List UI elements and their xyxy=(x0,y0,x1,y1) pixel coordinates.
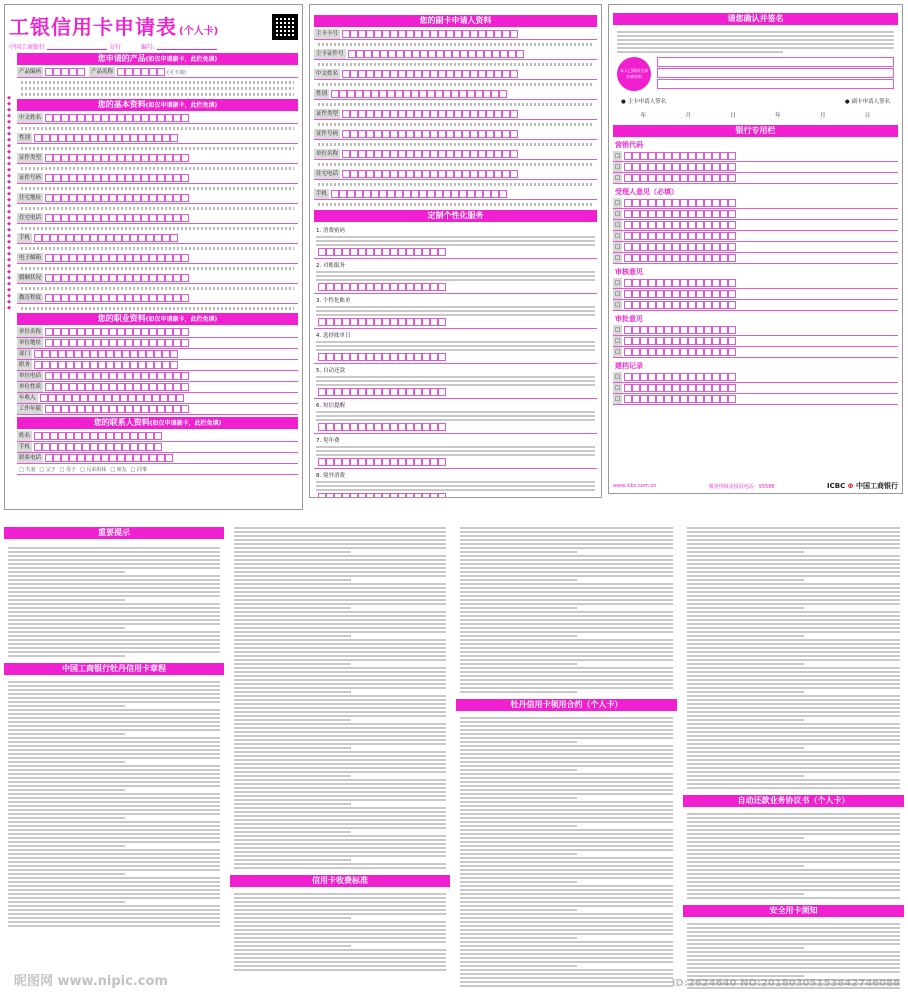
info-field-1[interactable] xyxy=(17,133,298,144)
bank-section-title-3: 审批意见 xyxy=(615,315,643,323)
watermark-left: 昵图网 www.nipic.com xyxy=(14,974,168,989)
bank-use-bar: 银行专用栏 xyxy=(613,125,898,137)
info-field-5[interactable] xyxy=(17,213,298,224)
info-field-3[interactable] xyxy=(17,173,298,184)
card-contract-bar: 牡丹信用卡领用合约（个人卡） xyxy=(456,699,677,711)
bank-section-1-row-5-label: □ xyxy=(615,255,621,261)
bank-section-3-row-2[interactable] xyxy=(613,347,898,358)
relationship-option-0[interactable]: □ 夫妻 xyxy=(19,466,36,473)
info-field-7-label: 电子邮箱 xyxy=(19,255,42,261)
service-item-2[interactable] xyxy=(314,294,597,329)
bank-section-2-row-2-label: □ xyxy=(615,302,621,308)
bank-section-1-row-0[interactable] xyxy=(613,198,898,209)
bank-section-0-row-1-label: □ xyxy=(615,164,621,170)
service-item-label: 1. 消费密码 xyxy=(316,228,345,234)
service-item-label: 2. 对账服务 xyxy=(316,263,345,269)
job-field-5[interactable] xyxy=(17,382,298,393)
important-tips-text xyxy=(4,543,224,661)
card-contract-text xyxy=(456,713,677,991)
secondary-field-7[interactable] xyxy=(314,169,597,180)
product-row: 产品编码 产品名称 (可不填) xyxy=(17,67,298,78)
secondary-field-2[interactable] xyxy=(314,69,597,80)
footer-hotline: 服务热线及投诉电话：95588 xyxy=(708,483,775,490)
relationship-option-2[interactable]: □ 母子 xyxy=(59,466,76,473)
secondary-field-0-label: 主卡卡号 xyxy=(316,31,339,37)
contact-field-2[interactable] xyxy=(17,453,298,464)
left-form-page xyxy=(4,4,303,510)
basic-info-rows xyxy=(17,113,298,310)
job-field-1-label: 单位地址 xyxy=(19,340,42,346)
info-field-8[interactable] xyxy=(17,273,298,284)
secondary-applicant-bar: 您的副卡申请人资料 xyxy=(314,15,597,27)
bank-section-3-row-1-label: □ xyxy=(615,338,621,344)
info-field-0[interactable] xyxy=(17,113,298,124)
signature-section-bar: 请您确认并签名 xyxy=(613,13,898,25)
terms-page-left xyxy=(4,517,450,991)
bank-section-2-row-0[interactable] xyxy=(613,278,898,289)
bank-section-0-row-0-label: □ xyxy=(615,153,621,159)
bank-section-4-row-2[interactable] xyxy=(613,394,898,405)
secondary-field-4-label: 证件类型 xyxy=(316,111,339,117)
bank-section-1-row-1-label: □ xyxy=(615,211,621,217)
secondary-field-3[interactable] xyxy=(314,89,597,100)
custom-service-bar: 定制个性化服务 xyxy=(314,210,597,222)
bank-section-3-row-0[interactable] xyxy=(613,325,898,336)
secondary-applicant-rows xyxy=(314,29,597,206)
bank-section-1-row-3[interactable] xyxy=(613,231,898,242)
service-item-5[interactable] xyxy=(314,399,597,434)
info-field-0-label: 中文姓名 xyxy=(19,115,42,121)
bank-section-2-row-1-label: □ xyxy=(615,291,621,297)
job-field-6[interactable] xyxy=(17,393,298,404)
fee-table-continued xyxy=(456,523,677,697)
confirm-stamp-icon: 本人已阅读全部申请材料 xyxy=(617,57,651,91)
fee-standard-table xyxy=(230,889,450,975)
form-title: 工银信用卡申请表 xyxy=(9,15,177,39)
bank-section-title-1: 受理人意见（必填） xyxy=(615,188,678,196)
contact-field-1-label: 手机 xyxy=(19,444,31,450)
bank-section-4-row-1[interactable] xyxy=(613,383,898,394)
bank-section-1-row-5[interactable] xyxy=(613,253,898,264)
job-field-3[interactable] xyxy=(17,360,298,371)
info-field-3-label: 证件号码 xyxy=(19,175,42,181)
info-field-7[interactable] xyxy=(17,253,298,264)
bank-use-sections xyxy=(613,140,898,405)
bank-section-0-row-2[interactable] xyxy=(613,173,898,184)
service-item-7[interactable] xyxy=(314,469,597,498)
job-field-4[interactable] xyxy=(17,371,298,382)
bank-section-3-row-2-label: □ xyxy=(615,349,621,355)
job-field-6-label: 年收入 xyxy=(19,395,36,401)
bank-section-1-row-4[interactable] xyxy=(613,242,898,253)
job-field-0[interactable] xyxy=(17,327,298,338)
service-item-0[interactable] xyxy=(314,224,597,259)
info-field-6-label: 手机 xyxy=(19,235,31,241)
info-field-5-label: 住宅电话 xyxy=(19,215,42,221)
service-item-3[interactable] xyxy=(314,329,597,364)
job-info-rows xyxy=(17,327,298,415)
contact-field-0[interactable] xyxy=(17,431,298,442)
job-field-7-label: 工作年限 xyxy=(19,406,42,412)
watermark-right: ID:2624640 NO:20180305153842746088 xyxy=(671,978,900,989)
auto-repay-bar: 自动还款业务协议书（个人卡） xyxy=(683,795,904,807)
job-info-bar: 您的职业资料(如仅申请副卡，此栏免填) xyxy=(17,313,298,325)
branch-label: 中国工商银行 xyxy=(9,44,46,51)
bank-section-0-row-0[interactable] xyxy=(613,151,898,162)
job-field-7[interactable] xyxy=(17,404,298,415)
secondary-field-1-label: 主卡证件号 xyxy=(316,51,344,57)
secondary-field-5[interactable] xyxy=(314,129,597,140)
bank-section-2-row-1[interactable] xyxy=(613,289,898,300)
bank-section-1-row-2-label: □ xyxy=(615,222,621,228)
card-rules-text xyxy=(4,677,224,931)
icbc-logo: ICBC ⊕ 中国工商银行 xyxy=(827,482,898,490)
service-item-label: 8. 境外消费 xyxy=(316,473,345,479)
card-rules-bar: 中国工商银行牡丹信用卡章程 xyxy=(4,663,224,675)
relationship-option-1[interactable]: □ 父子 xyxy=(39,466,56,473)
service-item-6[interactable] xyxy=(314,434,597,469)
form-subtitle: (个人卡) xyxy=(179,26,219,37)
secondary-field-1[interactable] xyxy=(314,49,597,60)
job-field-4-label: 单位电话 xyxy=(19,373,42,379)
bank-section-4-row-0-label: □ xyxy=(615,374,621,380)
bank-section-1-row-3-label: □ xyxy=(615,233,621,239)
bank-section-1-row-0-label: □ xyxy=(615,200,621,206)
card-rules-continued xyxy=(230,523,450,873)
terms-page-right xyxy=(456,517,904,991)
bank-section-2-row-0-label: □ xyxy=(615,280,621,286)
info-field-1-label: 性别 xyxy=(19,135,31,141)
product-section-bar: 您申请的产品(如仅申请副卡，此栏免填) xyxy=(17,53,298,65)
contact-info-rows xyxy=(17,431,298,475)
branch-suffix: 分行 xyxy=(109,44,122,51)
job-field-1[interactable] xyxy=(17,338,298,349)
info-field-9[interactable] xyxy=(17,293,298,304)
service-item-label: 7. 免年费 xyxy=(316,438,340,444)
sub-applicant-signature[interactable]: ● 副卡申请人签名 xyxy=(844,99,890,105)
qr-code-icon xyxy=(272,14,298,40)
middle-form-page xyxy=(309,4,602,498)
fee-standard-bar: 信用卡收费标准 xyxy=(230,875,450,887)
secondary-field-2-label: 中文姓名 xyxy=(316,71,339,77)
secondary-field-8-label: 手机 xyxy=(316,191,328,197)
basic-info-bar: 您的基本资料(如仅申请副卡，此栏免填) xyxy=(17,99,298,111)
bank-section-4-row-1-label: □ xyxy=(615,385,621,391)
bank-section-0-row-2-label: □ xyxy=(615,175,621,181)
contract-continued xyxy=(683,523,904,793)
relationship-options[interactable] xyxy=(17,464,298,475)
job-field-2-label: 部门 xyxy=(19,351,31,357)
number-label: 编号: xyxy=(141,44,156,51)
relationship-option-5[interactable]: □ 同事 xyxy=(130,466,147,473)
contact-field-2-label: 联系电话 xyxy=(19,455,42,461)
bank-section-1-row-1[interactable] xyxy=(613,209,898,220)
side-instruction-text: ◆◆◆◆◆◆◆◆◆◆◆◆◆◆◆◆◆◆◆◆◆◆◆◆◆◆◆◆◆◆◆◆◆◆◆◆ xyxy=(6,95,12,311)
job-field-2[interactable] xyxy=(17,349,298,360)
service-item-label: 4. 选择账单日 xyxy=(316,333,351,339)
footer-website: www.icbc.com.cn xyxy=(613,483,657,489)
important-tips-bar: 重要提示 xyxy=(4,527,224,539)
main-applicant-signature[interactable]: ● 主卡申请人签名 xyxy=(621,99,667,105)
bank-section-1-row-4-label: □ xyxy=(615,244,621,250)
job-field-0-label: 单位名称 xyxy=(19,329,42,335)
bank-section-1-row-2[interactable] xyxy=(613,220,898,231)
info-field-2-label: 证件类型 xyxy=(19,155,42,161)
bank-section-4-row-0[interactable] xyxy=(613,372,898,383)
contact-field-1[interactable] xyxy=(17,442,298,453)
info-field-4[interactable] xyxy=(17,193,298,204)
info-field-6[interactable] xyxy=(17,233,298,244)
bank-section-title-2: 审核意见 xyxy=(615,268,643,276)
contact-info-bar: 您的联系人资料(如仅申请副卡，此栏免填) xyxy=(17,417,298,429)
bank-section-title-4: 建档记录 xyxy=(615,362,643,370)
declaration-text xyxy=(613,27,898,57)
secondary-field-6[interactable] xyxy=(314,149,597,160)
service-item-label: 6. 短信提醒 xyxy=(316,403,345,409)
right-form-page: 请您确认并签名 本人已阅读全部申请材料 ● 主卡申请人签名 ● 副卡申请人签名 年 月 日 年 月 日 银行专用栏 营销代码 □ □ □ 受理人意见（必填） □ □ □ □ □ □ 审核意见 □ □ □ 审批意见 □ □ □ 建档记录 □ □ □ www.icbc.com.cn 服务热线及投诉电话：95588 ICBC ⊕ 中国工商银行 xyxy=(608,4,903,494)
bank-section-4-row-2-label: □ xyxy=(615,396,621,402)
info-field-8-label: 婚姻状况 xyxy=(19,275,42,281)
service-item-label: 3. 个性化账单 xyxy=(316,298,351,304)
bank-section-3-row-0-label: □ xyxy=(615,327,621,333)
info-field-4-label: 住宅地址 xyxy=(19,195,42,201)
secondary-field-3-label: 性别 xyxy=(316,91,328,97)
bank-section-2-row-2[interactable] xyxy=(613,300,898,311)
job-field-5-label: 单位性质 xyxy=(19,384,42,390)
bank-section-3-row-1[interactable] xyxy=(613,336,898,347)
bank-section-title-0: 营销代码 xyxy=(615,141,643,149)
relationship-option-3[interactable]: □ 兄弟姐妹 xyxy=(79,466,107,473)
auto-repay-text xyxy=(683,809,904,903)
service-item-label: 5. 自动还款 xyxy=(316,368,345,374)
relationship-option-4[interactable]: □ 朋友 xyxy=(110,466,127,473)
secondary-field-4[interactable] xyxy=(314,109,597,120)
secondary-field-6-label: 单位名称 xyxy=(316,151,339,157)
service-item-4[interactable] xyxy=(314,364,597,399)
card-safety-bar: 安全用卡须知 xyxy=(683,905,904,917)
secondary-field-0[interactable] xyxy=(314,29,597,40)
info-field-9-label: 教育程度 xyxy=(19,295,42,301)
bank-section-0-row-1[interactable] xyxy=(613,162,898,173)
secondary-field-5-label: 证件号码 xyxy=(316,131,339,137)
job-field-3-label: 职务 xyxy=(19,362,31,368)
secondary-field-7-label: 住宅电话 xyxy=(316,171,339,177)
info-field-2[interactable] xyxy=(17,153,298,164)
contact-field-0-label: 姓名 xyxy=(19,433,31,439)
custom-service-rows xyxy=(314,224,597,498)
secondary-field-8[interactable] xyxy=(314,189,597,200)
service-item-1[interactable] xyxy=(314,259,597,294)
